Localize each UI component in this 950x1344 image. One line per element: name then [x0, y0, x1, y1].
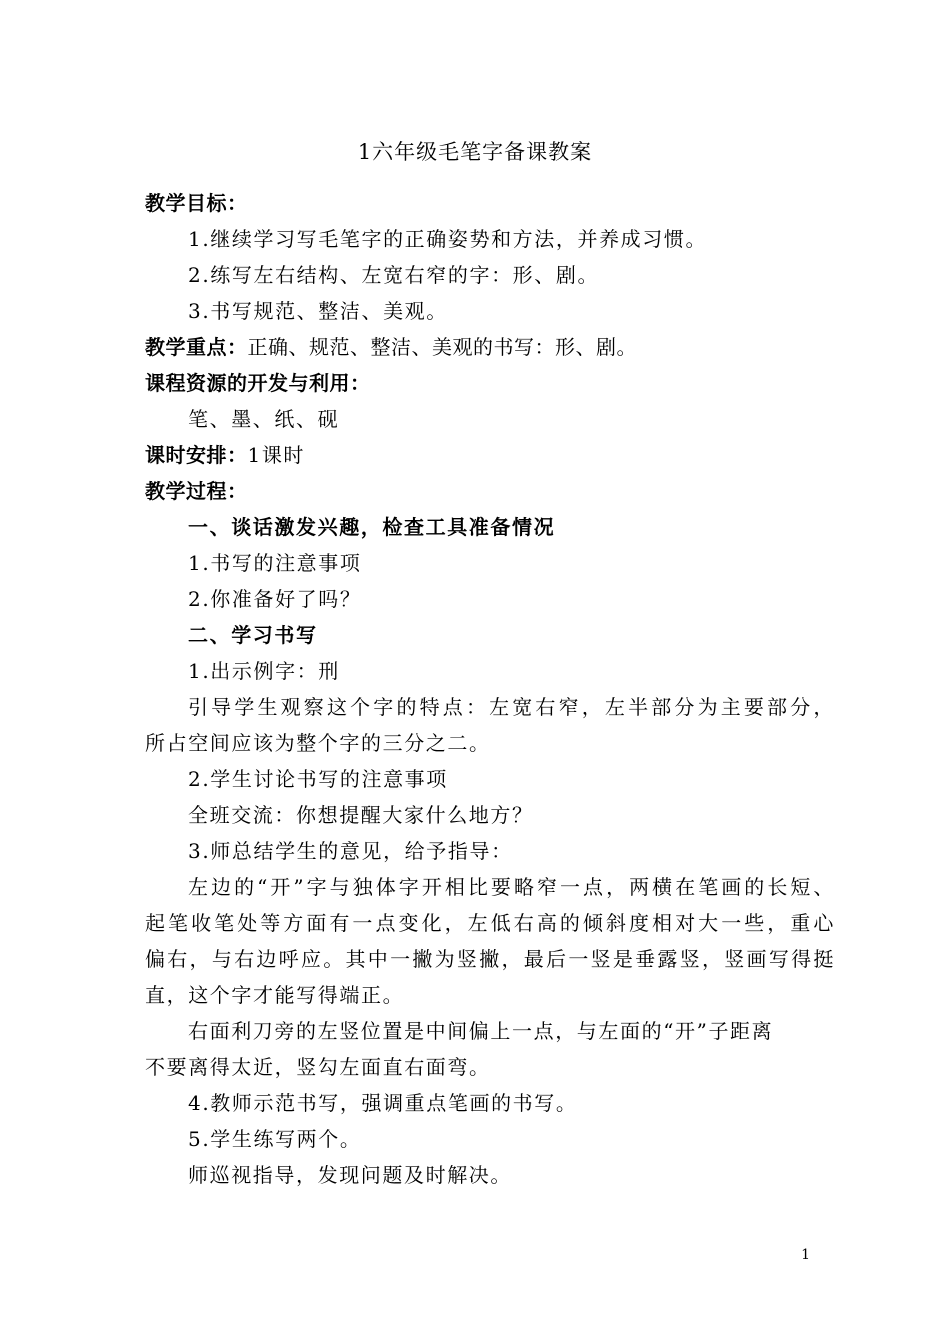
key-point-line: [145, 329, 835, 365]
section-two-line: 全班交流：你想提醒大家什么地方？: [188, 803, 534, 827]
schedule-label: 课时安排：: [145, 443, 248, 467]
section-two-line: 1.出示例字：刑: [188, 659, 340, 683]
section-one-item: 1.书写的注意事项: [188, 551, 362, 575]
objective-item: 3.书写规范、整洁、美观。: [188, 299, 448, 323]
section-two-line: 5.学生练写两个。: [188, 1127, 362, 1151]
section-two-line: 左边的“开”字与独体字开相比要略窄一点，两横在笔画的长短、: [188, 875, 835, 899]
key-point-text: 正确、规范、整洁、美观的书写：形、剧。: [247, 335, 637, 359]
resources-text: 笔、墨、纸、砚: [188, 407, 340, 431]
section-one-item: 2.你准备好了吗？: [188, 587, 362, 611]
section-two-line: 师巡视指导，发现问题及时解决。: [188, 1163, 512, 1187]
section-two-line: 起笔收笔处等方面有一点变化，左低右高的倾斜度相对大一些，重心: [145, 911, 835, 935]
objective-item: 2.练写左右结构、左宽右窄的字：形、剧。: [188, 263, 600, 287]
section-two-line: 所占空间应该为整个字的三分之二。: [145, 731, 491, 755]
section-two-line: 2.学生讨论书写的注意事项: [188, 767, 448, 791]
schedule-line: [145, 437, 835, 473]
page-number: 1: [801, 1247, 810, 1263]
section-one-title: 一、谈话激发兴趣，检查工具准备情况: [188, 515, 556, 539]
objectives-heading: 教学目标：: [145, 191, 248, 215]
document-title: 1六年级毛笔字备课教案: [357, 140, 593, 164]
section-two-line: 不要离得太近，竖勾左面直右面弯。: [145, 1055, 491, 1079]
section-two-line: 右面利刀旁的左竖位置是中间偏上一点，与左面的“开”子距离: [188, 1019, 774, 1043]
section-two-title: 二、学习书写: [188, 623, 318, 647]
process-heading: 教学过程：: [145, 479, 248, 503]
key-point-label: 教学重点：: [145, 335, 248, 359]
section-two-line: 偏右，与右边呼应。其中一撇为竖撇，最后一竖是垂露竖，竖画写得挺: [145, 947, 835, 971]
schedule-text: 1课时: [247, 443, 306, 467]
section-two-line: 直，这个字才能写得端正。: [145, 983, 405, 1007]
section-two-line: 3.师总结学生的意见，给予指导：: [188, 839, 513, 863]
resources-heading: 课程资源的开发与利用：: [145, 371, 371, 395]
objective-item: 1.继续学习写毛笔字的正确姿势和方法，并养成习惯。: [188, 227, 708, 251]
section-two-line: 4.教师示范书写，强调重点笔画的书写。: [188, 1091, 578, 1115]
section-two-line: 引导学生观察这个字的特点：左宽右窄，左半部分为主要部分，: [188, 695, 835, 719]
